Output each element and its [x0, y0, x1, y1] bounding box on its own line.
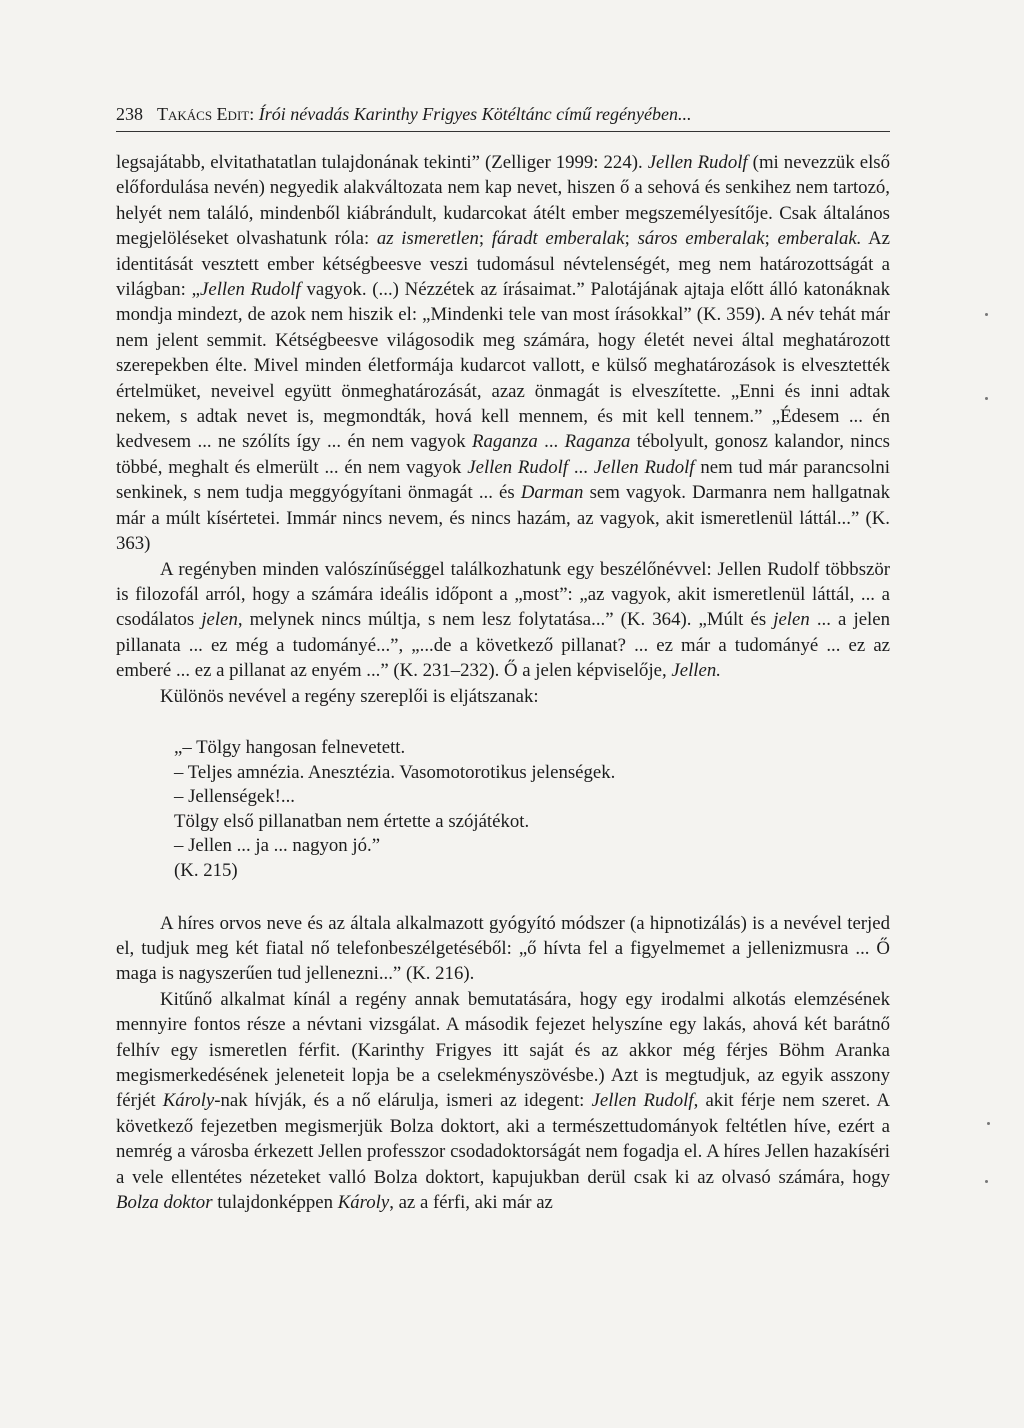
text-run: sem vagyok. Darmanra nem hallgatnak már a múlt kísértetei. Immár nincs nevem, és nincs hazám, az vagyok, akit ismeretlenül láttál...” (K. 363) — [116, 482, 890, 555]
quote-line: – Teljes amnézia. Anesztézia. Vasomotorotikus jelenségek. — [174, 761, 616, 783]
italic-text: Jellen Rudolf — [200, 279, 301, 301]
text-run: tébolyult, gonosz kalandor, nincs többé, meghalt és elmerült ... én nem vagyok — [116, 431, 890, 478]
text-run: ; — [624, 228, 638, 250]
paragraph — [116, 557, 890, 684]
text-run: vagyok. (...) Nézzétek az írásaimat.” Palotájának ajtaja előtt álló katonáknak mondja mindezt, de azok nem hiszik el: „Mindenki tele van most írásokkal” (K. 359). A név tehát már nem jelent semmit. Kétségbeesve világosodik meg számára, hogy életét nevei által meghatározott szerepekben élte. Mivel minden életformája kudarcot vallott, e külső meghatározások is elvesztették értelmüket, neveivel együtt önmeghatározását, azaz önmagát is elveszítette. „Enni és inni adtak nekem, s adtak nevet is, megmondták, hová kell mennem, és mit kell tennem.” „Édesem ... én kedvesem ... ne szólíts így ... én nem vagyok — [116, 279, 890, 453]
header-title: Írói névadás Karinthy Frigyes Kötéltánc című regényében... — [258, 104, 692, 124]
italic-text: Darman — [520, 482, 584, 504]
italic-text: Jellen. — [671, 660, 721, 682]
running-header — [116, 103, 890, 132]
text-run: , melynek nincs múltja, s nem lesz folytatása...” (K. 364). „Múlt és — [237, 609, 774, 631]
paragraph — [116, 911, 890, 987]
italic-text: Jellen Rudolf — [591, 1090, 694, 1112]
quote-line: „– Tölgy hangosan felnevetett. — [174, 736, 406, 758]
italic-text: jelen — [773, 609, 810, 631]
italic-text: sáros emberalak — [637, 228, 765, 250]
text-run: -nak hívják, és a nő elárulja, ismeri az idegent: — [214, 1090, 592, 1112]
text-run: A regényben minden valószínűséggel találkozhatunk egy beszélőnévvel: Jellen Rudolf többször is filozofál arról, hogy a számára ideális időpont a „most”: „az vagyok, akit ismeretlenül láttál, ... a csodálatos — [116, 558, 890, 631]
text-run: ... a jelen pillanata ... ez még a tudományé...”, „...de a következő pillanat? ... ez már a tudományé ... ez az emberé ... ez a pillanat az enyém ...” (K. 231–232). Ő a jelen képviselője, — [116, 609, 890, 682]
text-run: , akit férje nem szeret. A következő fejezetben megismerjük Bolza doktort, aki a természettudományok feltétlen híve, ezért a nemrég a városba érkezett Jellen professzor csodadoktorságát nem fogadja el. A híres Jellen hazakíséri a vele ellentétes nézeteket valló Bolza doktort, kapujukban derül csak ki az olvasó számára, hogy — [116, 1090, 890, 1188]
italic-text: Jellen Rudolf — [593, 456, 695, 478]
italic-text: Jellen Rudolf — [467, 456, 569, 478]
text-run: ; — [764, 228, 778, 250]
italic-text: az ismeretlen — [376, 228, 479, 250]
italic-text: Bolza doktor — [116, 1191, 213, 1213]
scan-speck — [985, 1180, 988, 1183]
italic-text: Jellen Rudolf — [647, 152, 748, 173]
scan-speck — [985, 313, 988, 316]
text-run: nem tud már parancsolni senkinek, s nem tudja meggyógyítani önmagát ... és — [116, 456, 890, 504]
quote-line: – Jellen ... ja ... nagyon jó.” — [174, 835, 381, 857]
italic-text: Károly — [162, 1090, 215, 1112]
quote-line: (K. 215) — [174, 859, 238, 881]
italic-text: Károly — [337, 1191, 390, 1213]
text-run: (mi nevezzük első előfordulása nevén) negyedik alakváltozata nem kap nevet, hiszen ő a sehová és senkihez nem tartozó, helyét nem találó, mindenből kiábrándult, kudarcokat átélt ember megszemélyesítője. Csak általános megjelöléseket olvashatunk róla: — [116, 152, 890, 250]
text-run: , az a férfi, aki már az — [389, 1191, 553, 1213]
text-run: Kitűnő alkalmat kínál a regény annak bemutatására, hogy egy irodalmi alkotás elemzésének mennyire fontos része a névtani vizsgálat. A második fejezet helyszíne egy lakás, ahová két barátnő felhív egy ismeretlen férfit. (Karinthy Frigyes itt saját és az akkor még férjes Böhm Aranka megismerkedésének jeleneteit lopja be a cselekményszövésbe.) Azt is megtudjuk, az egyik asszony férjét — [116, 988, 890, 1112]
scan-speck — [985, 397, 988, 400]
text-run: Különös nevével a regény szereplői is eljátszanak: — [160, 685, 539, 707]
italic-text: fáradt emberalak — [491, 228, 625, 250]
quote-line: – Jellenségek!... — [174, 786, 295, 808]
paragraph — [116, 150, 890, 557]
paragraph — [116, 684, 890, 709]
italic-text: Raganza — [472, 431, 538, 453]
block-quote — [174, 736, 890, 884]
header-author: Takács Edit: — [157, 104, 255, 124]
italic-text: Raganza — [564, 431, 631, 453]
page — [116, 103, 890, 1215]
text-run: tulajdonképpen — [212, 1191, 338, 1213]
text-run: Az identitását vesztett ember kétségbeesve veszi tudomásul névtelenségét, meg nem határozottságát a világban: „ — [116, 228, 891, 301]
text-run: ; — [478, 228, 492, 250]
text-run: ... — [537, 431, 565, 453]
italic-text: jelen — [201, 609, 238, 631]
text-run: A híres orvos neve és az általa alkalmazott gyógyító módszer (a hipnotizálás) is a nevével terjed el, tudjuk meg két fiatal nő telefonbeszélgetéséből: „ő hívta fel a figyelmemet a jellenizmusra ... Ő maga is nagyszerűen tud jellenezni...” (K. 216). — [116, 912, 890, 985]
italic-text: emberalak. — [777, 228, 862, 250]
text-run: legsajátabb, elvitathatatlan tulajdonának tekinti” (Zelliger 1999: 224). — [116, 152, 648, 173]
paragraph — [116, 987, 890, 1216]
article-body — [116, 150, 890, 1215]
scan-speck — [987, 1122, 990, 1125]
quote-line: Tölgy első pillanatban nem értette a szójátékot. — [174, 810, 530, 832]
page-number: 238 — [116, 104, 143, 124]
text-run: ... — [568, 456, 594, 478]
